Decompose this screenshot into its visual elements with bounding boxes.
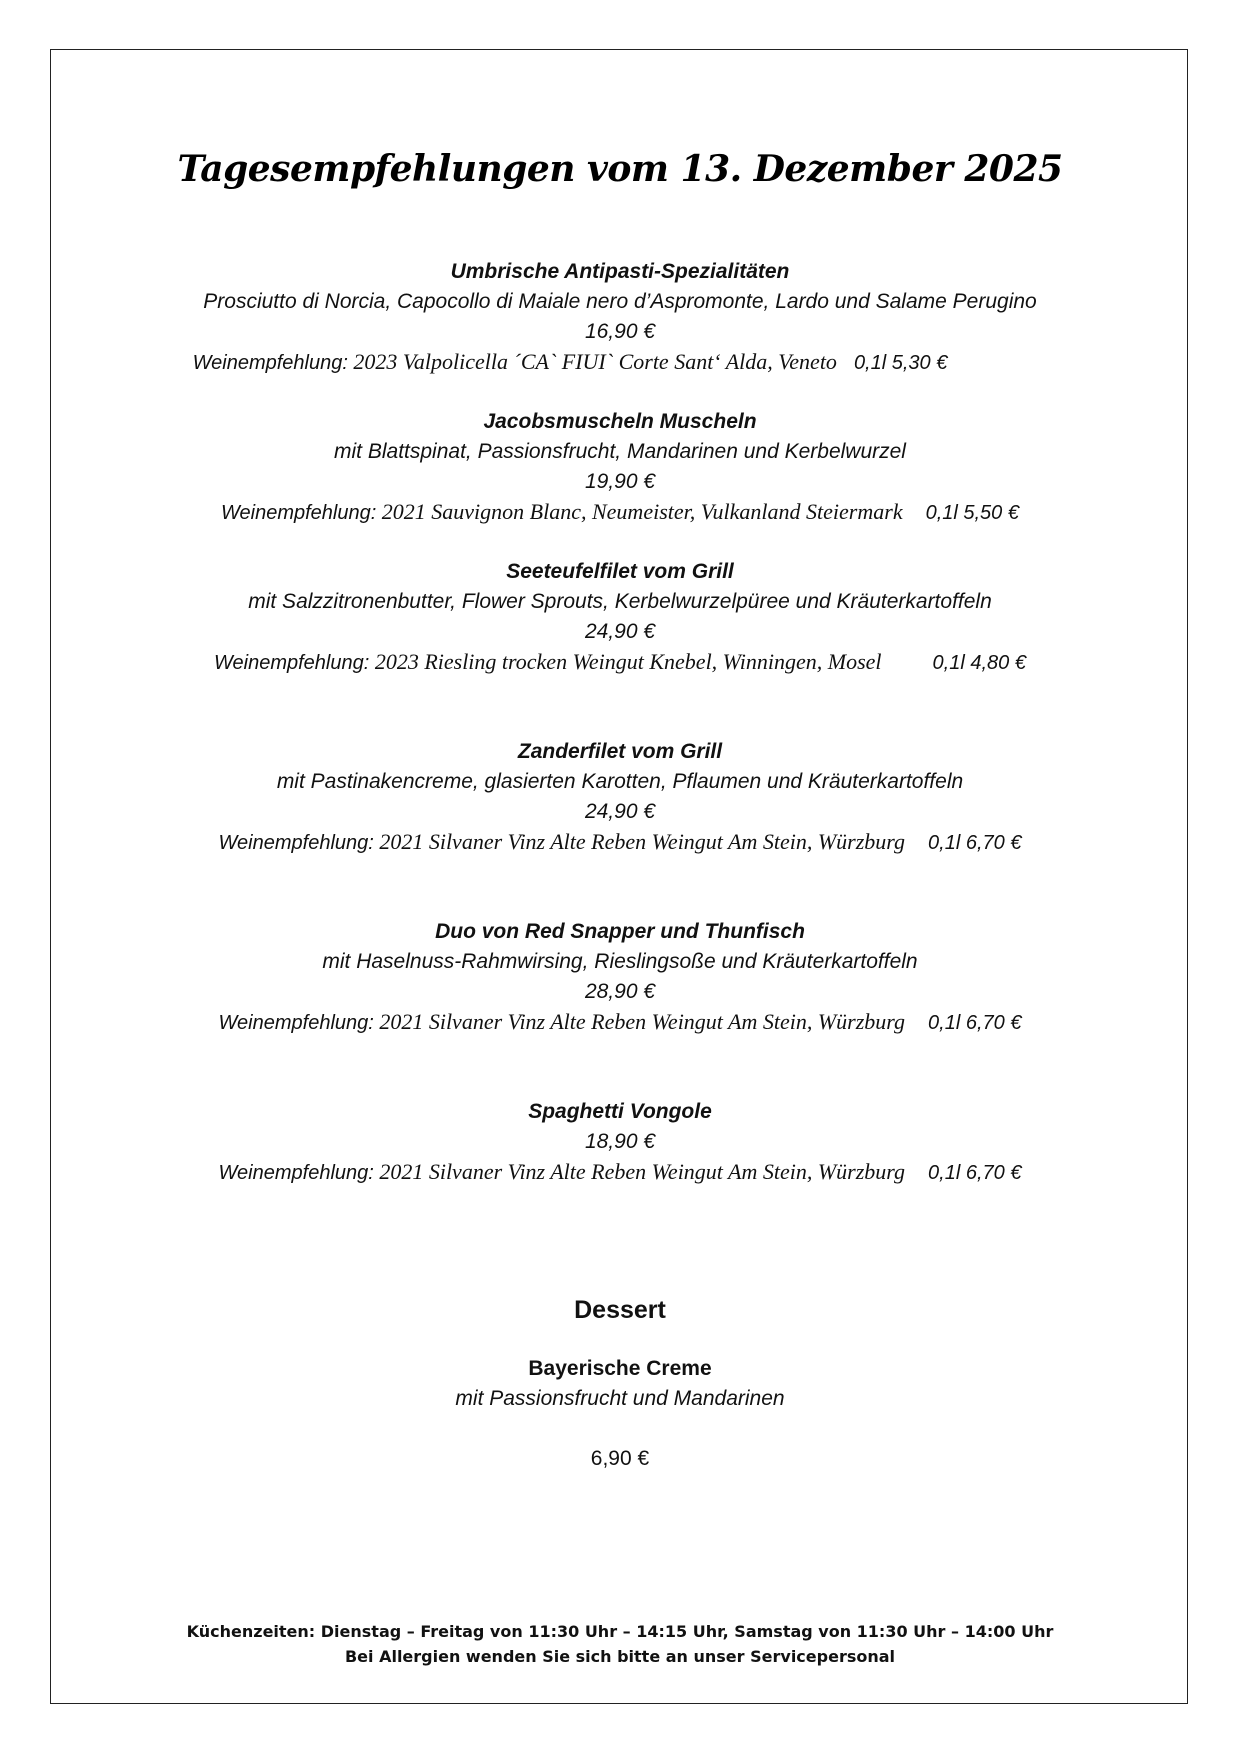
dessert-description: mit Passionsfrucht und Mandarinen — [455, 1387, 785, 1410]
dish-description: mit Haselnuss-Rahmwirsing, Rieslingsoße und Kräuterkartoffeln — [322, 950, 918, 973]
wine-recommendation — [0, 499, 1240, 526]
dish-price: 24,90 € — [584, 620, 656, 643]
dessert-name: Bayerische Creme — [528, 1357, 712, 1380]
wine-prefix: Weinempfehlung: — [221, 502, 377, 524]
dish-name: Jacobsmuscheln Muscheln — [483, 410, 757, 433]
wine-recommendation — [0, 1159, 1240, 1186]
wine-name: 2021 Silvaner Vinz Alte Reben Weingut Am Stein, Würzburg — [379, 829, 906, 854]
wine-amount: 0,1l 6,70 € — [928, 1012, 1022, 1034]
allergy-note: Bei Allergien wenden Sie sich bitte an unser Servicepersonal — [344, 1647, 896, 1666]
dish-price: 24,90 € — [584, 800, 656, 823]
dish-description: mit Salzzitronenbutter, Flower Sprouts, Kerbelwurzelpüree und Kräuterkartoffeln — [248, 590, 992, 613]
wine-name: 2021 Silvaner Vinz Alte Reben Weingut Am Stein, Würzburg — [379, 1159, 906, 1184]
wine-name: 2023 Valpolicella ´CA` FIUI` Corte Sant‘ Alda, Veneto — [353, 349, 837, 374]
dish-name: Zanderfilet vom Grill — [517, 740, 723, 763]
wine-name: 2021 Silvaner Vinz Alte Reben Weingut Am Stein, Würzburg — [379, 1009, 906, 1034]
wine-prefix: Weinempfehlung: — [192, 352, 348, 374]
dish-name: Duo von Red Snapper und Thunfisch — [435, 920, 805, 943]
wine-amount: 0,1l 6,70 € — [928, 832, 1022, 854]
wine-amount: 0,1l 6,70 € — [928, 1162, 1022, 1184]
wine-name: 2021 Sauvignon Blanc, Neumeister, Vulkanland Steiermark — [381, 499, 903, 524]
wine-prefix: Weinempfehlung: — [218, 1012, 374, 1034]
wine-recommendation — [0, 649, 1240, 676]
wine-amount: 0,1l 5,50 € — [925, 502, 1019, 524]
dish-description: mit Blattspinat, Passionsfrucht, Mandarinen und Kerbelwurzel — [334, 440, 906, 463]
wine-amount: 0,1l 4,80 € — [932, 652, 1026, 674]
dish-price: 18,90 € — [584, 1130, 656, 1153]
dish-name: Seeteufelfilet vom Grill — [506, 560, 734, 583]
dish-name: Umbrische Antipasti-Spezialitäten — [450, 260, 790, 283]
wine-recommendation — [0, 829, 1240, 856]
wine-prefix: Weinempfehlung: — [218, 1162, 374, 1184]
wine-recommendation — [0, 349, 1190, 376]
dessert-heading: Dessert — [574, 1296, 666, 1324]
kitchen-hours: Küchenzeiten: Dienstag – Freitag von 11:30 Uhr – 14:15 Uhr, Samstag von 11:30 Uhr – 14:00 Uhr — [186, 1622, 1054, 1641]
dish-name: Spaghetti Vongole — [528, 1100, 712, 1123]
page-title: Tagesempfehlungen vom 13. Dezember 2025 — [177, 148, 1063, 190]
wine-recommendation — [0, 1009, 1240, 1036]
dish-description: Prosciutto di Norcia, Capocollo di Maiale nero d’Aspromonte, Lardo und Salame Perugino — [203, 290, 1037, 313]
wine-prefix: Weinempfehlung: — [214, 652, 370, 674]
dish-price: 16,90 € — [584, 320, 656, 343]
wine-prefix: Weinempfehlung: — [218, 832, 374, 854]
dessert-price: 6,90 € — [590, 1447, 650, 1470]
dish-price: 19,90 € — [584, 470, 656, 493]
dish-description: mit Pastinakencreme, glasierten Karotten, Pflaumen und Kräuterkartoffeln — [276, 770, 964, 793]
wine-name: 2023 Riesling trocken Weingut Knebel, Winningen, Mosel — [374, 649, 882, 674]
dish-price: 28,90 € — [584, 980, 656, 1003]
wine-amount: 0,1l 5,30 € — [853, 352, 948, 374]
